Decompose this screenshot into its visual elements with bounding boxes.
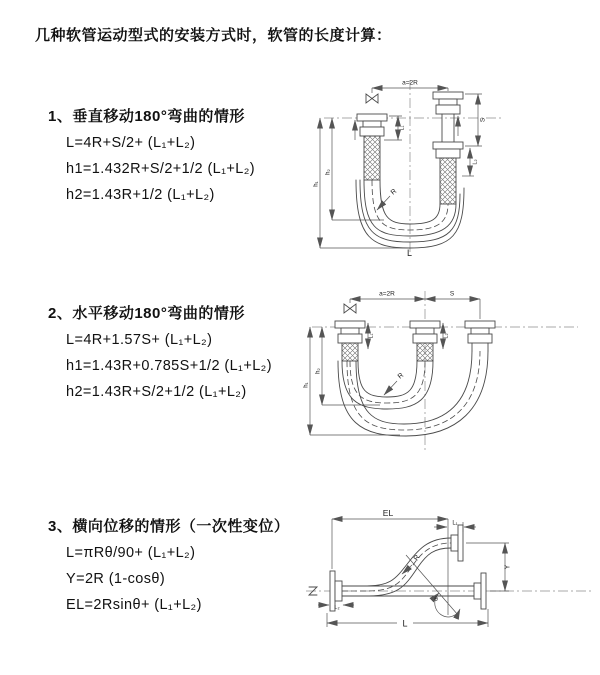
valve-icon <box>344 304 356 313</box>
valve-icon <box>366 94 378 103</box>
section1-formula-h1: h1=1.432R+S/2+1/2 (L₁+L₂) <box>66 161 256 177</box>
hose-u-original <box>342 361 433 409</box>
right-flange <box>474 573 486 609</box>
section1-formula-h2: h2=1.43R+1/2 (L₁+L₂) <box>66 187 215 203</box>
section3-formula-Y: Y=2R (1-cosθ) <box>66 571 166 587</box>
right-flange-moved <box>465 321 495 343</box>
right-braided-hose <box>440 158 456 204</box>
dim-top-span <box>350 291 480 320</box>
dim-label-length: L <box>402 618 408 629</box>
dim-label-theta: θ <box>434 596 438 603</box>
dim-label-s: S <box>449 290 455 298</box>
page-title: 几种软管运动型式的安装方式时，软管的长度计算： <box>35 27 392 44</box>
middle-flange <box>410 321 440 343</box>
dim-el <box>332 508 448 615</box>
middle-braided-hose <box>417 343 433 361</box>
section1-heading: 1、垂直移动180°弯曲的情形 <box>48 108 245 125</box>
dim-label-a2r: a=2R <box>402 79 418 87</box>
hose-u-moved <box>338 351 488 436</box>
left-flange <box>335 321 365 343</box>
left-braided-hose <box>364 136 380 180</box>
section2-formula-h2: h2=1.43R+S/2+1/2 (L₁+L₂) <box>66 384 247 400</box>
dim-label-r: R <box>412 553 422 563</box>
diagram-vertical-180-bend <box>310 72 600 258</box>
dim-label-l1: L₁ <box>399 125 406 131</box>
right-flange-lower <box>433 142 463 158</box>
dim-label-l1: L₁ <box>452 520 458 527</box>
section3-formula-L: L=πRθ/90+ (L₁+L₂) <box>66 545 196 561</box>
dim-label-l2: L₂ <box>334 605 340 611</box>
dim-label-el: EL <box>382 508 394 518</box>
dim-label-length: L <box>407 248 413 258</box>
dim-y <box>466 543 512 591</box>
diagram-horizontal-180-bend <box>300 283 600 455</box>
right-tube <box>472 343 488 351</box>
section2-formula-h1: h1=1.43R+0.785S+1/2 (L₁+L₂) <box>66 358 272 374</box>
section1-formula-L: L=4R+S/2+ (L₁+L₂) <box>66 135 196 151</box>
radius-leader <box>402 554 422 574</box>
right-flange-raised <box>433 92 463 114</box>
dim-label-l2: L₂ <box>472 159 479 165</box>
angle-theta <box>434 593 460 617</box>
radius-line <box>406 555 458 615</box>
dim-stroke-s <box>465 94 487 146</box>
dim-label-r: R <box>389 187 399 197</box>
dim-top-span <box>372 80 448 94</box>
dim-label-s: S <box>479 117 487 123</box>
section3-heading: 3、横向位移的情形（一次性变位） <box>48 518 290 535</box>
dim-label-h1: h₁ <box>303 382 310 388</box>
section3-formula-EL: EL=2Rsinθ+ (L₁+L₂) <box>66 597 202 613</box>
dim-label-h1: h₁ <box>313 181 320 187</box>
dim-label-r: R <box>396 371 406 381</box>
dim-end-right <box>462 148 479 176</box>
dim-label-l1: L₁ <box>368 333 375 339</box>
dim-label-y: Y <box>504 564 512 570</box>
upper-flange <box>451 525 463 561</box>
dim-label-h2: h₂ <box>315 368 322 374</box>
diagram-lateral-displacement <box>300 505 600 650</box>
dim-length <box>327 609 488 629</box>
radius-leader <box>384 372 405 395</box>
section2-formula-L: L=4R+1.57S+ (L₁+L₂) <box>66 332 213 348</box>
dim-end-right <box>434 521 476 533</box>
hose-s-curve <box>342 538 451 596</box>
left-braided-hose <box>342 343 358 361</box>
dim-label-l2: L₂ <box>443 333 450 339</box>
dim-label-a2r: a=2R <box>379 290 395 298</box>
dim-label-h2: h₂ <box>325 169 332 175</box>
dim-end-left <box>318 605 354 611</box>
section2-heading: 2、水平移动180°弯曲的情形 <box>48 305 245 322</box>
left-flange <box>357 114 387 136</box>
